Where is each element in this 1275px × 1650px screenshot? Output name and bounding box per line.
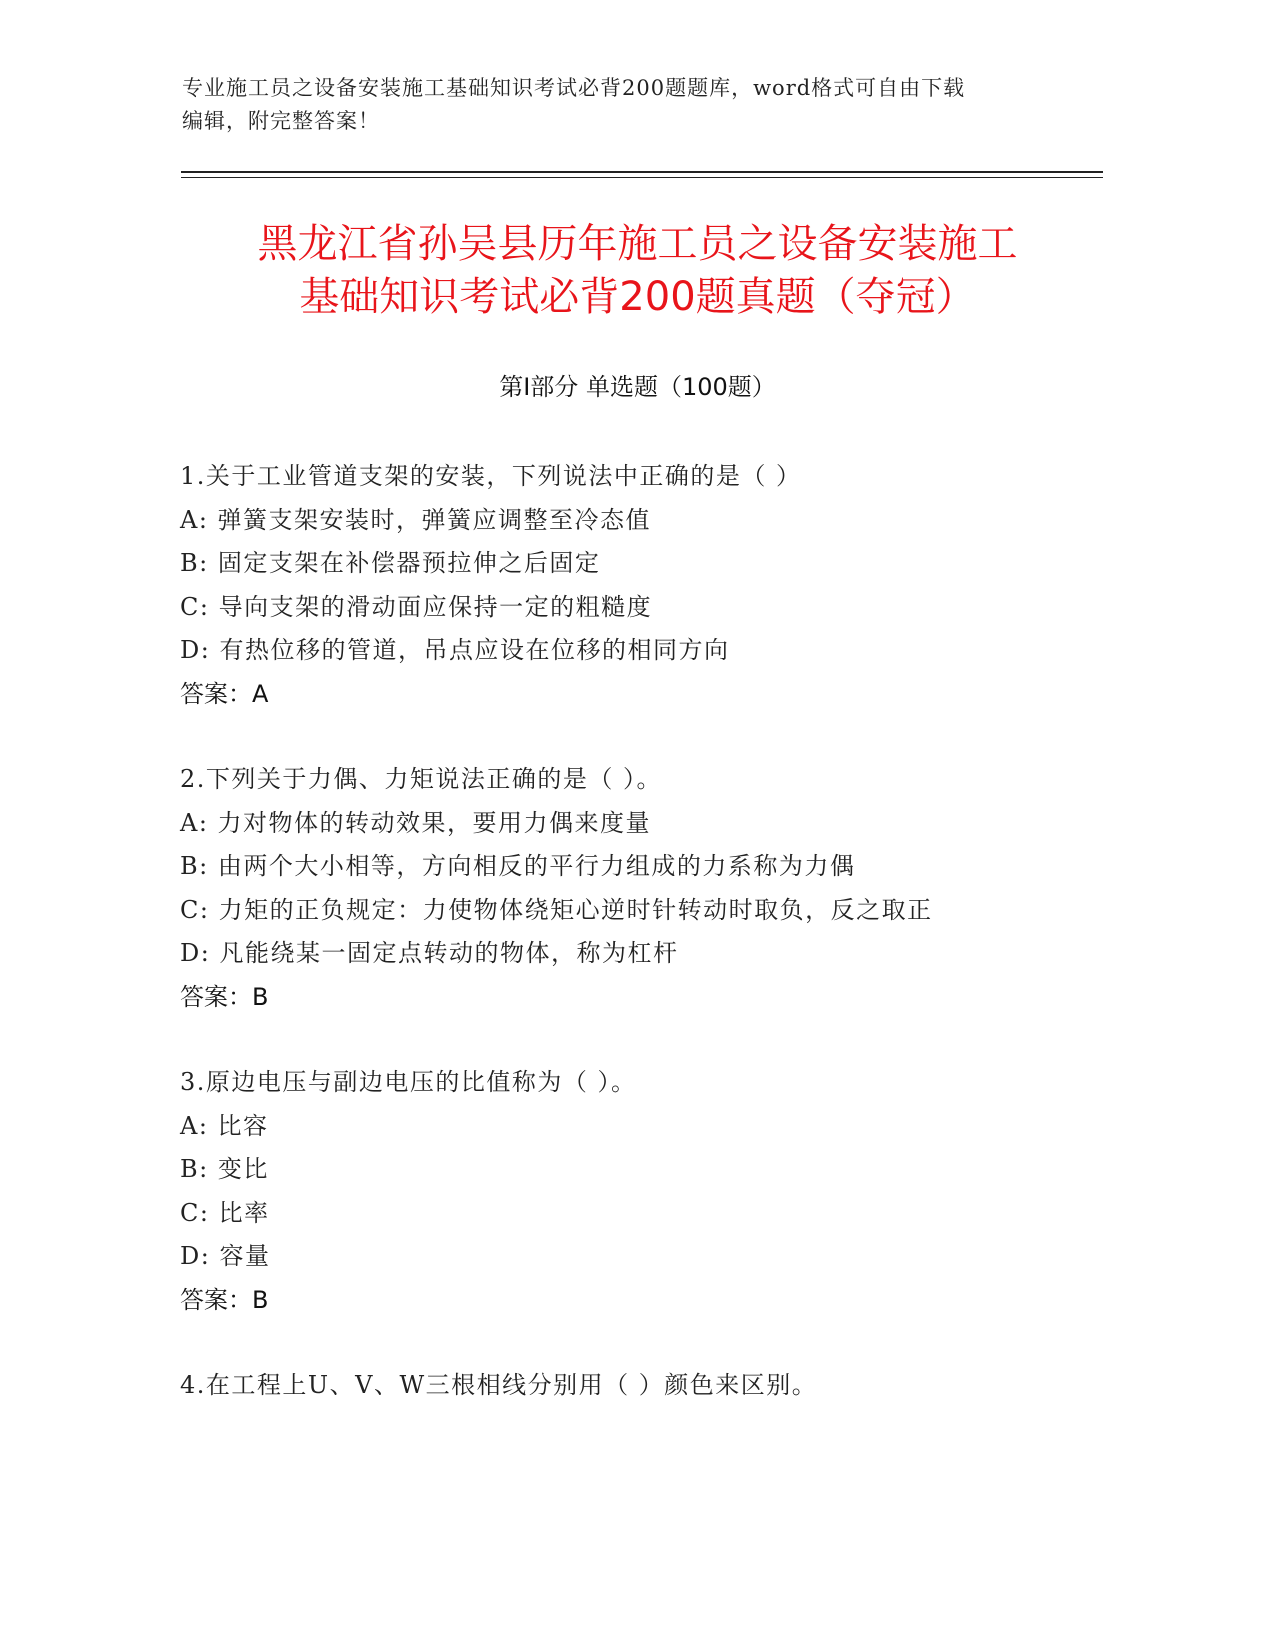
answer-line: 答案：B bbox=[180, 1285, 269, 1314]
option-a: A: 比容 bbox=[180, 1111, 269, 1140]
question-list bbox=[180, 455, 1120, 1450]
question-stem: 1.关于工业管道支架的安装，下列说法中正确的是（ ） bbox=[180, 462, 802, 490]
answer-line: 答案：B bbox=[180, 982, 269, 1011]
header-note bbox=[182, 72, 1062, 138]
section-title: 第Ⅰ部分 单选题（100题） bbox=[499, 373, 776, 401]
header-divider-thick bbox=[181, 171, 1103, 173]
option-d: D: 容量 bbox=[180, 1242, 271, 1270]
option-c: C: 比率 bbox=[180, 1198, 270, 1227]
document-title bbox=[150, 218, 1125, 324]
question-stem: 3.原边电压与副边电压的比值称为（ ）。 bbox=[180, 1068, 637, 1096]
option-b: B: 固定支架在补偿器预拉伸之后固定 bbox=[180, 549, 601, 577]
option-d: D: 凡能绕某一固定点转动的物体，称为杠杆 bbox=[180, 939, 679, 967]
header-note-line-1: 专业施工员之设备安装施工基础知识考试必背200题题库，word格式可自由下载 bbox=[182, 76, 966, 100]
header-divider-thin bbox=[181, 177, 1103, 178]
answer-line: 答案：A bbox=[180, 679, 269, 708]
question-stem: 2.下列关于力偶、力矩说法正确的是（ ）。 bbox=[180, 765, 663, 793]
question-stem: 4.在工程上U、V、W三根相线分别用（ ）颜色来区别。 bbox=[180, 1371, 818, 1399]
question-2 bbox=[180, 758, 1120, 1019]
option-b: B: 变比 bbox=[180, 1155, 269, 1183]
option-a: A: 力对物体的转动效果，要用力偶来度量 bbox=[180, 808, 652, 837]
option-b: B: 由两个大小相等，方向相反的平行力组成的力系称为力偶 bbox=[180, 852, 856, 880]
option-a: A: 弹簧支架安装时，弹簧应调整至冷态值 bbox=[180, 505, 652, 534]
option-c: C: 导向支架的滑动面应保持一定的粗糙度 bbox=[180, 592, 653, 621]
question-1 bbox=[180, 455, 1120, 716]
option-d: D: 有热位移的管道，吊点应设在位移的相同方向 bbox=[180, 636, 730, 664]
question-3 bbox=[180, 1061, 1120, 1322]
document-title-line-1: 黑龙江省孙吴县历年施工员之设备安装施工 bbox=[257, 221, 1018, 267]
document-title-line-2: 基础知识考试必背200题真题（夺冠） bbox=[299, 274, 976, 320]
option-c: C: 力矩的正负规定：力使物体绕矩心逆时针转动时取负，反之取正 bbox=[180, 895, 933, 924]
question-4 bbox=[180, 1364, 1120, 1408]
header-note-line-2: 编辑，附完整答案！ bbox=[182, 109, 380, 133]
